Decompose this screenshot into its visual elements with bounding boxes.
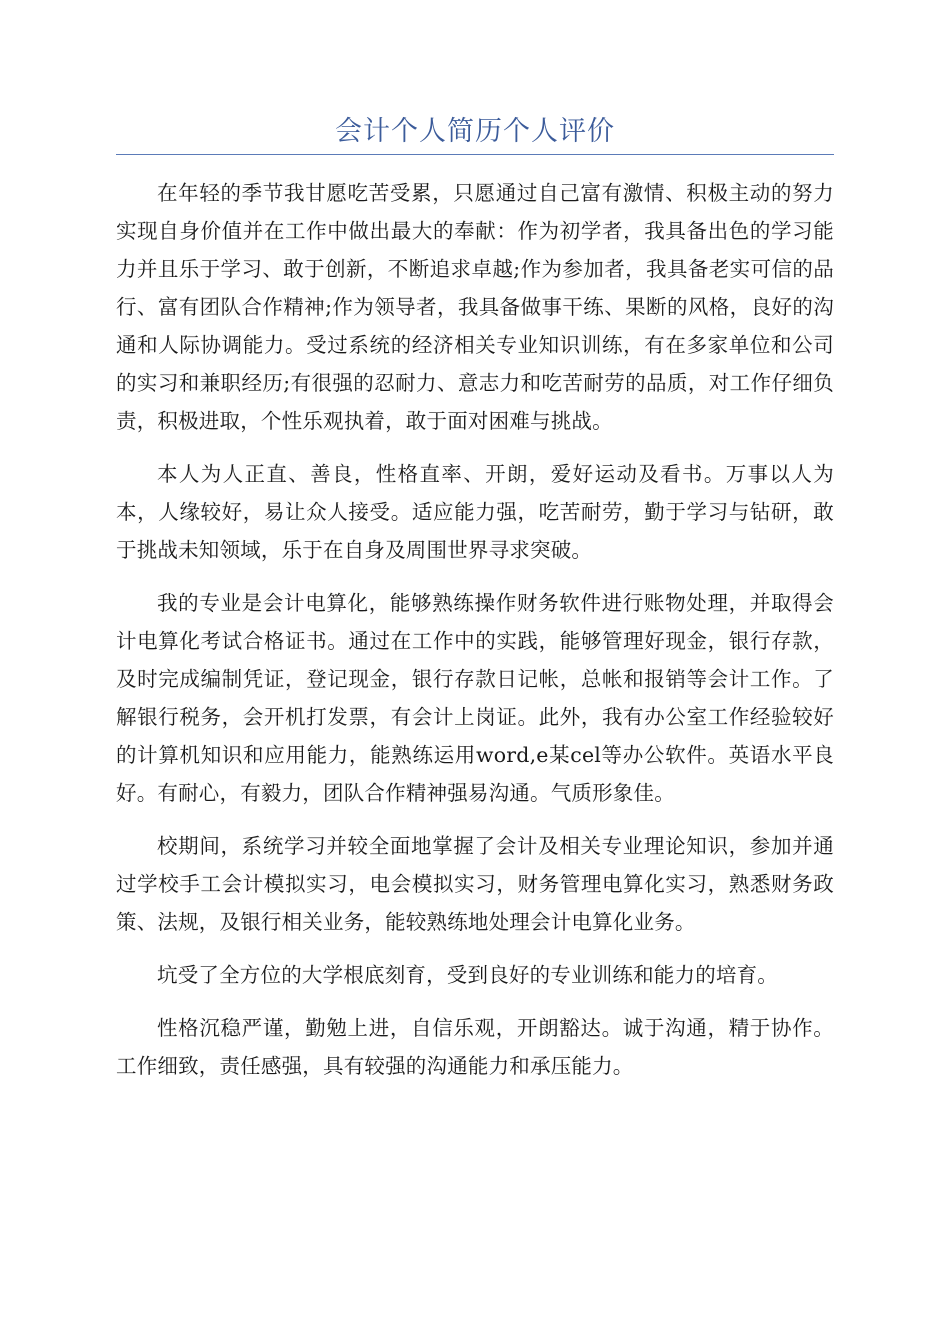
paragraph-1: 在年轻的季节我甘愿吃苦受累，只愿通过自己富有激情、积极主动的努力实现自身价值并在工作中做出最大的奉献：作为初学者，我具备出色的学习能力并且乐于学习、敢于创新，不断追求卓越;作为参加者，我具备老实可信的品行、富有团队合作精神;作为领导者，我具备做事干练、果断的风格，良好的沟通和人际协调能力。受过系统的经济相关专业知识训练，有在多家单位和公司的实习和兼职经历;有很强的忍耐力、意志力和吃苦耐劳的品质，对工作仔细负责，积极进取，个性乐观执着，敢于面对困难与挑战。 — [116, 181, 834, 433]
paragraph-4: 校期间，系统学习并较全面地掌握了会计及相关专业理论知识，参加并通过学校手工会计模拟实习，电会模拟实习，财务管理电算化实习，熟悉财务政策、法规，及银行相关业务，能较熟练地处理会计电算化业务。 — [116, 834, 834, 934]
document-body — [116, 174, 834, 1100]
document-title: 会计个人简历个人评价 — [335, 116, 615, 147]
paragraph-2: 本人为人正直、善良，性格直率、开朗，爱好运动及看书。万事以人为本，人缘较好，易让众人接受。适应能力强，吃苦耐劳，勤于学习与钻研，敢于挑战未知领域，乐于在自身及周围世界寻求突破。 — [116, 462, 834, 562]
title-underline — [116, 154, 834, 155]
paragraph-6: 性格沉稳严谨，勤勉上进，自信乐观，开朗豁达。诚于沟通，精于协作。工作细致，责任感强，具有较强的沟通能力和承压能力。 — [116, 1016, 834, 1078]
paragraph-3: 我的专业是会计电算化，能够熟练操作财务软件进行账物处理，并取得会计电算化考试合格证书。通过在工作中的实践，能够管理好现金，银行存款，及时完成编制凭证，登记现金，银行存款日记帐，总帐和报销等会计工作。了解银行税务，会开机打发票，有会计上岗证。此外，我有办公室工作经验较好的计算机知识和应用能力，能熟练运用word,e某cel等办公软件。英语水平良好。有耐心，有毅力，团队合作精神强易沟通。气质形象佳。 — [116, 591, 834, 805]
paragraph-5: 坑受了全方位的大学根底刻育，受到良好的专业训练和能力的培育。 — [157, 963, 778, 987]
